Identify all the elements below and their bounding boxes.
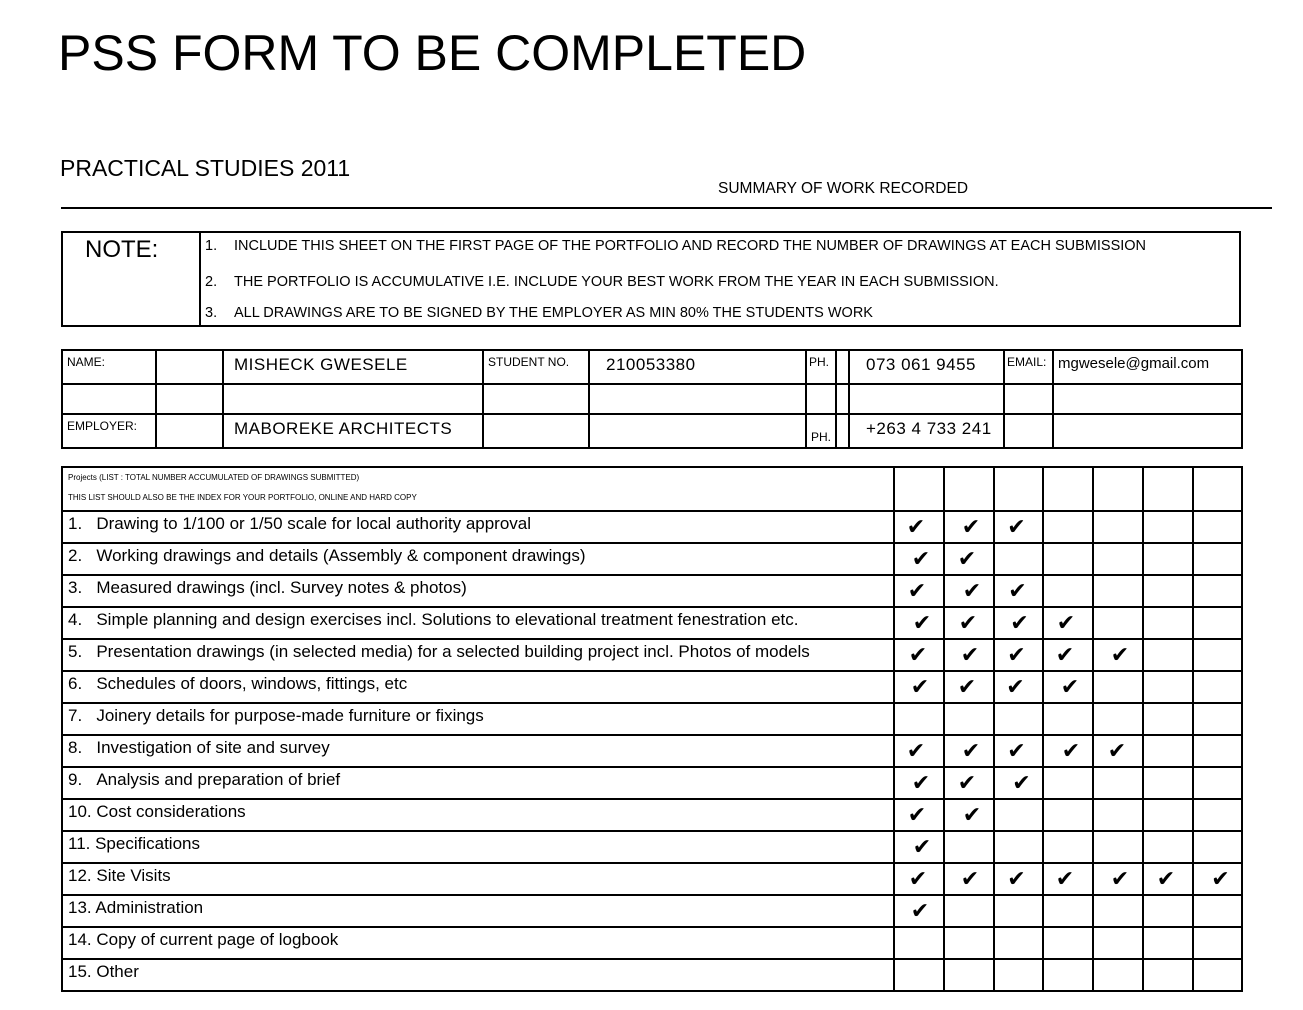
project-item-label: 7. Joinery details for purpose-made furniture or fixings <box>62 703 894 735</box>
checkmark-icon: ✔ <box>1007 865 1026 891</box>
submission-cell[interactable] <box>1093 671 1143 703</box>
submission-cell[interactable] <box>1143 799 1193 831</box>
submission-cell[interactable] <box>944 831 994 863</box>
project-row <box>62 959 1242 991</box>
submission-cell[interactable] <box>994 703 1043 735</box>
submission-cell[interactable] <box>1143 639 1193 671</box>
project-item-label: 6. Schedules of doors, windows, fittings, etc <box>62 671 894 703</box>
checkmark-icon: ✔ <box>906 513 926 539</box>
project-item-label: 15. Other <box>62 959 894 991</box>
project-row <box>62 831 1242 863</box>
submission-cell[interactable] <box>1143 735 1193 767</box>
checkmark-icon: ✔ <box>1055 865 1075 891</box>
empty-cell <box>156 414 223 448</box>
checkmark-icon: ✔ <box>957 673 977 699</box>
info-row-blank <box>62 384 1242 414</box>
submission-cell[interactable] <box>1143 959 1193 991</box>
submission-cell[interactable] <box>1193 863 1242 895</box>
checkmark-icon: ✔ <box>1010 609 1029 635</box>
submission-cell[interactable] <box>1193 767 1242 799</box>
note-item-number: 2. <box>205 274 218 290</box>
checkmark-icon: ✔ <box>1056 609 1076 635</box>
checkmark-icon: ✔ <box>907 801 927 827</box>
submission-cell[interactable] <box>1143 511 1193 543</box>
checkmark-icon: ✔ <box>1110 865 1130 891</box>
checkmark-icon: ✔ <box>911 545 931 571</box>
note-box <box>61 231 1241 327</box>
project-item-label: 3. Measured drawings (incl. Survey notes & photos) <box>62 575 894 607</box>
note-label-cell <box>63 233 201 325</box>
submission-cell[interactable] <box>1193 543 1242 575</box>
project-row <box>62 607 1242 639</box>
submission-cell[interactable] <box>1043 927 1093 959</box>
checkmark-icon: ✔ <box>1110 641 1130 667</box>
submission-cell[interactable] <box>1193 831 1242 863</box>
empty-cell <box>1004 384 1053 414</box>
submission-cell[interactable] <box>1093 575 1143 607</box>
project-item-label: 4. Simple planning and design exercises incl. Solutions to elevational treatment fenestration etc. <box>62 607 894 639</box>
employer-phone-label: PH. <box>806 414 836 448</box>
student-name-field[interactable]: MISHECK GWESELE <box>223 350 483 384</box>
submission-cell[interactable] <box>1043 959 1093 991</box>
submission-cell[interactable] <box>1043 799 1093 831</box>
submission-cell[interactable] <box>1143 895 1193 927</box>
project-row <box>62 735 1242 767</box>
checkmark-icon: ✔ <box>960 641 980 667</box>
summary-heading: SUMMARY OF WORK RECORDED <box>718 180 969 197</box>
submission-cell[interactable] <box>1193 511 1242 543</box>
submission-cell[interactable] <box>994 831 1043 863</box>
checkmark-icon: ✔ <box>1156 865 1176 891</box>
submission-cell[interactable] <box>1143 575 1193 607</box>
submission-cell[interactable] <box>1093 831 1143 863</box>
submission-cell[interactable] <box>1093 959 1143 991</box>
submission-cell[interactable] <box>1193 799 1242 831</box>
submission-cell[interactable] <box>1193 575 1242 607</box>
project-row <box>62 927 1242 959</box>
checkmark-icon: ✔ <box>1211 865 1230 891</box>
student-no-label: STUDENT NO. <box>483 350 589 384</box>
note-label: NOTE: <box>85 236 159 263</box>
submission-cell[interactable] <box>994 895 1043 927</box>
submission-cell[interactable] <box>944 863 994 895</box>
submission-cell[interactable] <box>894 735 944 767</box>
submission-cell[interactable] <box>944 639 994 671</box>
page-subtitle: PRACTICAL STUDIES 2011 <box>60 155 351 181</box>
projects-header-row <box>62 467 1242 511</box>
checkmark-icon: ✔ <box>961 737 981 763</box>
submission-cell[interactable] <box>1043 575 1093 607</box>
submission-cell[interactable] <box>1043 607 1093 639</box>
submission-cell[interactable] <box>994 863 1043 895</box>
employer-field[interactable]: MABOREKE ARCHITECTS <box>223 414 483 448</box>
submission-cell[interactable] <box>1043 511 1093 543</box>
project-item-label: 14. Copy of current page of logbook <box>62 927 894 959</box>
submission-cell[interactable] <box>1043 639 1093 671</box>
checkmark-icon: ✔ <box>957 769 977 795</box>
project-row <box>62 639 1242 671</box>
submission-cell[interactable] <box>1193 607 1242 639</box>
project-item-label: 12. Site Visits <box>62 863 894 895</box>
submission-cell[interactable] <box>944 511 994 543</box>
empty-cell <box>156 350 223 384</box>
checkmark-icon: ✔ <box>1012 769 1031 795</box>
submission-cell[interactable] <box>894 639 944 671</box>
submission-cell[interactable] <box>894 767 944 799</box>
submission-cell[interactable] <box>1043 671 1093 703</box>
empty-cell <box>806 384 836 414</box>
checkmark-icon: ✔ <box>961 513 981 539</box>
student-no-field[interactable]: 210053380 <box>589 350 806 384</box>
header-divider <box>61 207 1272 209</box>
submission-column-header <box>944 467 994 511</box>
submission-cell[interactable] <box>894 799 944 831</box>
checkmark-icon: ✔ <box>1061 737 1081 763</box>
checkmark-icon: ✔ <box>907 577 927 603</box>
empty-cell <box>483 384 589 414</box>
project-row <box>62 575 1242 607</box>
empty-cell[interactable] <box>849 384 1004 414</box>
submission-cell[interactable] <box>944 735 994 767</box>
submission-cell[interactable] <box>894 927 944 959</box>
submission-cell[interactable] <box>1043 703 1093 735</box>
submission-column-header <box>894 467 944 511</box>
email-label: EMAIL: <box>1004 350 1053 384</box>
submission-cell[interactable] <box>1093 927 1143 959</box>
empty-cell[interactable] <box>589 414 806 448</box>
project-row <box>62 671 1242 703</box>
checkmark-icon: ✔ <box>912 609 932 635</box>
submission-cell[interactable] <box>944 767 994 799</box>
submission-cell[interactable] <box>1093 607 1143 639</box>
submission-cell[interactable] <box>944 703 994 735</box>
submission-cell[interactable] <box>894 863 944 895</box>
submission-cell[interactable] <box>1143 703 1193 735</box>
projects-table <box>61 466 1243 992</box>
submission-cell[interactable] <box>994 543 1043 575</box>
submission-cell[interactable] <box>1043 735 1093 767</box>
project-item-label: 9. Analysis and preparation of brief <box>62 767 894 799</box>
note-item <box>205 237 1146 255</box>
submission-cell[interactable] <box>894 575 944 607</box>
note-item-text: INCLUDE THIS SHEET ON THE FIRST PAGE OF THE PORTFOLIO AND RECORD THE NUMBER OF DRAWINGS AT EACH SUBMISSION <box>234 238 1147 254</box>
project-row <box>62 543 1242 575</box>
empty-cell <box>156 384 223 414</box>
submission-cell[interactable] <box>1043 543 1093 575</box>
submission-cell[interactable] <box>1093 639 1143 671</box>
project-item-label: 13. Administration <box>62 895 894 927</box>
submission-cell[interactable] <box>994 671 1043 703</box>
submission-cell[interactable] <box>894 511 944 543</box>
submission-cell[interactable] <box>1143 671 1193 703</box>
checkmark-icon: ✔ <box>911 769 931 795</box>
project-row <box>62 895 1242 927</box>
note-item <box>205 273 999 291</box>
note-item <box>205 304 873 322</box>
empty-cell <box>1004 414 1053 448</box>
phone-field[interactable]: 073 061 9455 <box>849 350 1004 384</box>
project-item-label: 2. Working drawings and details (Assembly & component drawings) <box>62 543 894 575</box>
submission-cell[interactable] <box>1093 767 1143 799</box>
checkmark-icon: ✔ <box>908 865 928 891</box>
submission-cell[interactable] <box>994 767 1043 799</box>
student-info-table <box>61 349 1243 449</box>
submission-cell[interactable] <box>1093 543 1143 575</box>
submission-cell[interactable] <box>1093 511 1143 543</box>
submission-cell[interactable] <box>1093 895 1143 927</box>
submission-cell[interactable] <box>1193 927 1242 959</box>
page-title: PSS FORM TO BE COMPLETED <box>58 25 807 81</box>
submission-cell[interactable] <box>1043 895 1093 927</box>
submission-cell[interactable] <box>1093 703 1143 735</box>
project-row <box>62 863 1242 895</box>
project-item-label: 10. Cost considerations <box>62 799 894 831</box>
empty-cell[interactable] <box>1053 384 1242 414</box>
submission-cell[interactable] <box>994 511 1043 543</box>
checkmark-icon: ✔ <box>957 545 977 571</box>
submission-cell[interactable] <box>894 671 944 703</box>
projects-header-line: Projects (LIST : TOTAL NUMBER ACCUMULATED OF DRAWINGS SUBMITTED) <box>68 473 360 482</box>
submission-cell[interactable] <box>1193 671 1242 703</box>
checkmark-icon: ✔ <box>910 673 930 699</box>
submission-cell[interactable] <box>1043 863 1093 895</box>
submission-cell[interactable] <box>994 927 1043 959</box>
project-item-label: 8. Investigation of site and survey <box>62 735 894 767</box>
projects-header-line: THIS LIST SHOULD ALSO BE THE INDEX FOR YOUR PORTFOLIO, ONLINE AND HARD COPY <box>68 493 417 502</box>
info-row-employer <box>62 414 1242 448</box>
empty-cell[interactable] <box>223 384 483 414</box>
submission-cell[interactable] <box>944 543 994 575</box>
submission-cell[interactable] <box>1143 863 1193 895</box>
email-field[interactable]: mgwesele@gmail.com <box>1053 350 1242 384</box>
employer-label: EMPLOYER: <box>62 414 156 448</box>
project-item-label: 5. Presentation drawings (in selected media) for a selected building project incl. Photos of models <box>62 639 894 671</box>
checkmark-icon: ✔ <box>960 865 980 891</box>
submission-cell[interactable] <box>1093 863 1143 895</box>
submission-column-header <box>994 467 1043 511</box>
submission-cell[interactable] <box>1193 735 1242 767</box>
checkmark-icon: ✔ <box>912 833 932 859</box>
submission-cell[interactable] <box>1043 767 1093 799</box>
submission-cell[interactable] <box>1093 735 1143 767</box>
empty-cell <box>836 350 849 384</box>
submission-cell[interactable] <box>944 895 994 927</box>
checkmark-icon: ✔ <box>1007 513 1026 539</box>
note-item-number: 1. <box>205 238 218 254</box>
submission-cell[interactable] <box>1193 895 1242 927</box>
submission-cell[interactable] <box>944 607 994 639</box>
submission-cell[interactable] <box>894 703 944 735</box>
employer-phone-field[interactable]: +263 4 733 241 <box>849 414 1004 448</box>
submission-cell[interactable] <box>994 799 1043 831</box>
project-row <box>62 799 1242 831</box>
submission-cell[interactable] <box>994 639 1043 671</box>
submission-cell[interactable] <box>1143 927 1193 959</box>
note-item-text: ALL DRAWINGS ARE TO BE SIGNED BY THE EMPLOYER AS MIN 80% THE STUDENTS WORK <box>234 305 873 321</box>
submission-cell[interactable] <box>944 799 994 831</box>
submission-column-header <box>1193 467 1242 511</box>
checkmark-icon: ✔ <box>1008 577 1027 603</box>
checkmark-icon: ✔ <box>906 737 926 763</box>
submission-cell[interactable] <box>1143 767 1193 799</box>
submission-cell[interactable] <box>894 607 944 639</box>
submission-cell[interactable] <box>1093 799 1143 831</box>
submission-cell[interactable] <box>1193 639 1242 671</box>
projects-header-cell <box>62 467 894 511</box>
submission-cell[interactable] <box>1143 543 1193 575</box>
checkmark-icon: ✔ <box>1007 737 1026 763</box>
project-item-label: 11. Specifications <box>62 831 894 863</box>
submission-cell[interactable] <box>894 543 944 575</box>
note-item-number: 3. <box>205 305 218 321</box>
project-row <box>62 703 1242 735</box>
submission-cell[interactable] <box>1043 831 1093 863</box>
empty-cell <box>836 384 849 414</box>
submission-cell[interactable] <box>994 607 1043 639</box>
checkmark-icon: ✔ <box>910 897 930 923</box>
submission-cell[interactable] <box>944 575 994 607</box>
project-item-label: 1. Drawing to 1/100 or 1/50 scale for local authority approval <box>62 511 894 543</box>
empty-cell <box>483 414 589 448</box>
submission-cell[interactable] <box>994 575 1043 607</box>
checkmark-icon: ✔ <box>962 577 982 603</box>
submission-cell[interactable] <box>894 831 944 863</box>
submission-column-header <box>1143 467 1193 511</box>
checkmark-icon: ✔ <box>1107 737 1127 763</box>
checkmark-icon: ✔ <box>962 801 982 827</box>
note-item-text: THE PORTFOLIO IS ACCUMULATIVE I.E. INCLUDE YOUR BEST WORK FROM THE YEAR IN EACH SUBMISSION. <box>234 274 999 290</box>
project-row <box>62 511 1242 543</box>
submission-cell[interactable] <box>944 927 994 959</box>
submission-cell[interactable] <box>1193 703 1242 735</box>
submission-column-header <box>1093 467 1143 511</box>
submission-cell[interactable] <box>1143 831 1193 863</box>
submission-cell[interactable] <box>944 959 994 991</box>
checkmark-icon: ✔ <box>1006 673 1025 699</box>
submission-cell[interactable] <box>1193 959 1242 991</box>
submission-cell[interactable] <box>994 735 1043 767</box>
info-row-name <box>62 350 1242 384</box>
checkmark-icon: ✔ <box>1055 641 1075 667</box>
empty-cell[interactable] <box>589 384 806 414</box>
checkmark-icon: ✔ <box>1060 673 1080 699</box>
empty-cell <box>836 414 849 448</box>
name-label: NAME: <box>62 350 156 384</box>
submission-cell[interactable] <box>994 959 1043 991</box>
phone-label: PH. <box>806 350 836 384</box>
submission-cell[interactable] <box>894 895 944 927</box>
submission-cell[interactable] <box>1143 607 1193 639</box>
empty-cell[interactable] <box>1053 414 1242 448</box>
checkmark-icon: ✔ <box>908 641 928 667</box>
project-row <box>62 767 1242 799</box>
checkmark-icon: ✔ <box>958 609 978 635</box>
submission-column-header <box>1043 467 1093 511</box>
empty-cell <box>62 384 156 414</box>
checkmark-icon: ✔ <box>1007 641 1026 667</box>
submission-cell[interactable] <box>944 671 994 703</box>
submission-cell[interactable] <box>894 959 944 991</box>
